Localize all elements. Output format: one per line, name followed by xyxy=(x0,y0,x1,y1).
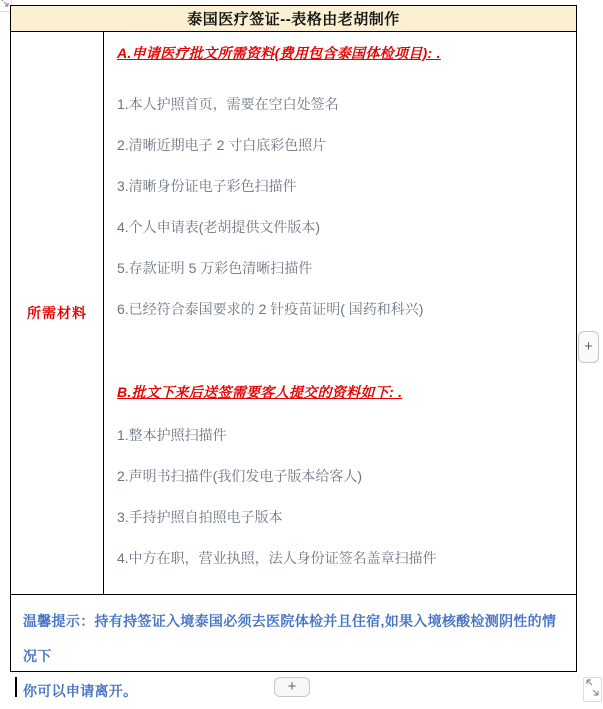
section-a-item: 4.个人申请表(老胡提供文件版本) xyxy=(117,219,320,235)
section-a-heading: A.申请医疗批文所需资料(费用包含泰国体检项目): . xyxy=(117,45,441,61)
materials-label: 所需材料 xyxy=(27,305,87,321)
insert-column-button[interactable]: + xyxy=(578,331,599,363)
section-b-item: 4.中方在职，营业执照，法人身份证签名盖章扫描件 xyxy=(117,550,437,566)
move-arrows-icon xyxy=(0,0,10,12)
materials-label-cell xyxy=(11,32,104,594)
visa-info-table xyxy=(10,5,577,699)
resize-arrows-icon xyxy=(585,678,600,702)
page-title: 泰国医疗签证--表格由老胡制作 xyxy=(187,11,400,28)
table-resize-handle[interactable] xyxy=(583,677,602,702)
materials-content-cell[interactable] xyxy=(104,32,576,594)
table-header-row xyxy=(11,6,576,32)
section-b-item: 3.手持护照自拍照电子版本 xyxy=(117,509,283,525)
note-line: 你可以申请离开。 xyxy=(23,683,138,699)
section-b-item: 2.声明书扫描件(我们发电子版本给客人) xyxy=(117,468,362,484)
text-cursor xyxy=(15,677,17,697)
section-b-heading: B.批文下来后送签需要客人提交的资料如下: . xyxy=(117,384,403,400)
note-line: 温馨提示：持有持签证入境泰国必须去医院体检并且住宿,如果入境核酸检测阴性的情况下 xyxy=(23,613,557,664)
section-a-item: 1.本人护照首页，需要在空白处签名 xyxy=(117,96,339,112)
section-a-item: 3.清晰身份证电子彩色扫描件 xyxy=(117,178,297,194)
section-a-item: 6.已经符合泰国要求的 2 针疫苗证明( 国药和科兴) xyxy=(117,301,424,317)
insert-row-button[interactable]: + xyxy=(274,677,310,697)
section-a-item: 2.清晰近期电子 2 寸白底彩色照片 xyxy=(117,137,327,153)
section-a-item: 5.存款证明 5 万彩色清晰扫描件 xyxy=(117,260,313,276)
materials-row xyxy=(11,32,576,595)
section-b-item: 1.整本护照扫描件 xyxy=(117,427,227,443)
